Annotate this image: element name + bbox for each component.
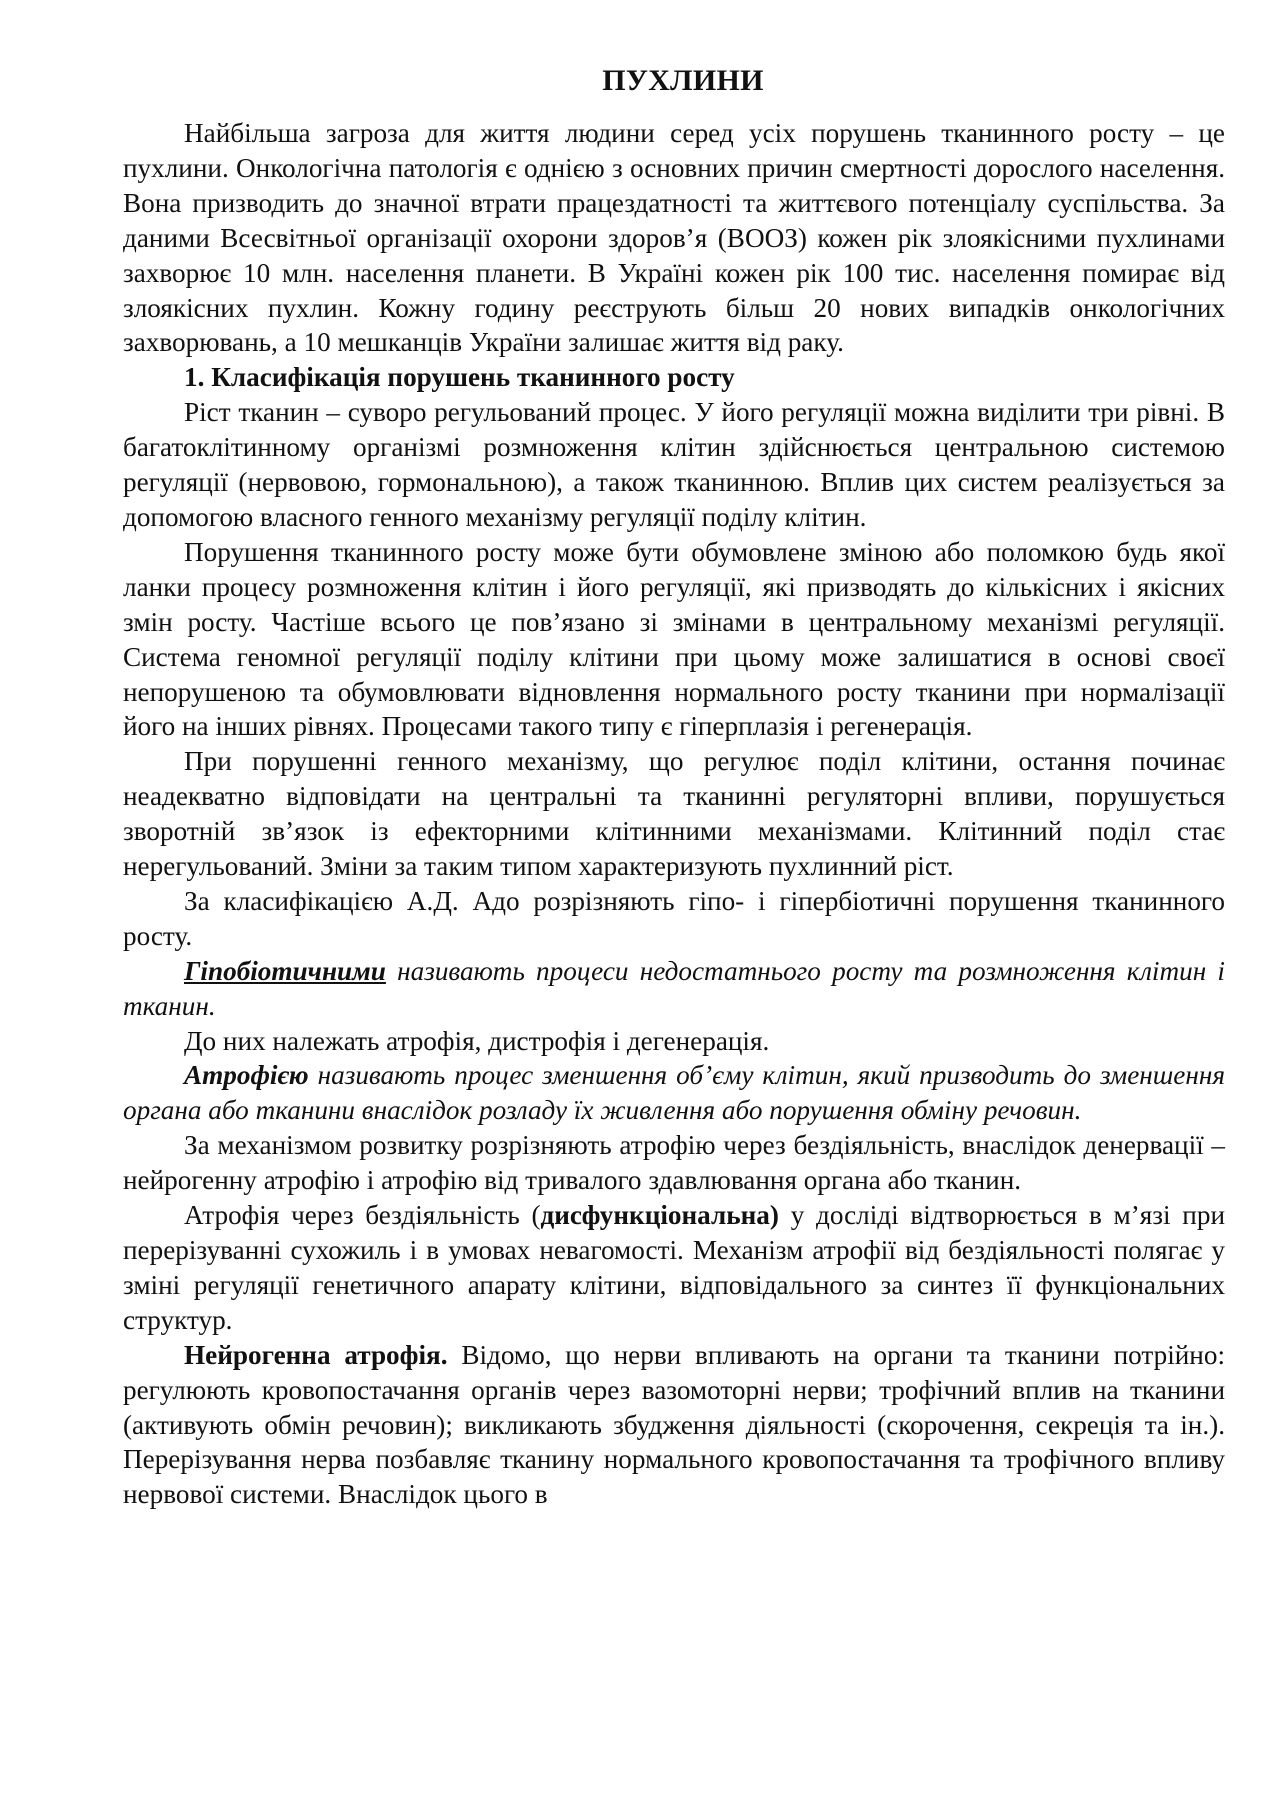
- paragraph-hypobiotic-types: До них належать атрофія, дистрофія і дегенерація.: [184, 1025, 770, 1056]
- dysfunctional-atrophy-text: у досліді відтворюється в м’язі при перерізуванні сухожиль і в умовах невагомості. Механізм атрофії від бездіяльності полягає у зміні регуляції генетичного апарату клітини, відповідального за синтез її функціональних структур.: [123, 1200, 1225, 1335]
- neurogenic-atrophy-text: Відомо, що нерви впливають на органи та тканини потрійно: регулюють кровопостачання органів через вазомоторні нерви; трофічний вплив на тканини (активують обмін речовин); викликають збудження діяльності (скорочення, секреція та ін.). Перерізування нерва позбавляє тканину нормального кровопостачання та трофічного впливу нервової системи. Внаслідок цього в: [123, 1339, 1225, 1510]
- paragraph-dysfunctional-atrophy: [123, 1198, 1225, 1338]
- paragraph-gene-mechanism: При порушенні генного механізму, що регулює поділ клітини, остання починає неадекватно відповідати на центральні та тканинні регуляторні впливи, порушується зворотній зв’язок із ефекторними клітинними механізмами. Клітинний поділ стає нерегульований. Зміни за таким типом характеризують пухлинний ріст.: [123, 746, 1225, 882]
- paragraph-atrophy-mechanisms: За механізмом розвитку розрізняють атрофію через бездіяльність, внаслідок денервації – нейрогенну атрофію і атрофію від тривалого здавлювання органа або тканин.: [123, 1130, 1225, 1196]
- paragraph-growth-disorders: Порушення тканинного росту може бути обумовлене зміною або поломкою будь якої ланки процесу розмноження клітин і його регуляції, які призводять до кількісних і якісних змін росту. Частіше всього це пов’язано зі змінами в центральному механізмі регуляції. Система геномної регуляції поділу клітини при цьому може залишатися в основі своєї непорушеною та обумовлювати відновлення нормального росту тканини при нормалізації його на інших рівнях. Процесами такого типу є гіперплазія і регенерація.: [123, 536, 1225, 742]
- term-neurogenic-atrophy: Нейрогенна атрофія.: [184, 1339, 448, 1370]
- page-title: ПУХЛИНИ: [602, 64, 764, 97]
- document-body: [123, 58, 1225, 1512]
- paragraph-tissue-growth: Ріст тканин – суворо регульований процес. У його регуляції можна виділити три рівні. В багатоклітинному організмі розмноження клітин здійснюється центральною системою регуляції (нервовою, гормональною), а також тканинною. Вплив цих систем реалізується за допомогою власного генного механізму регуляції поділу клітин.: [123, 397, 1225, 532]
- term-atrophy: Атрофією: [184, 1060, 309, 1091]
- paragraph-intro: Найбільша загроза для життя людини серед усіх порушень тканинного росту – це пухлини. Онкологічна патологія є однією з основних причин смертності дорослого населення. Вона призводить до значної втрати працездатності та життєвого потенціалу суспільства. За даними Всесвітньої організації охорони здоров’я (ВООЗ) кожен рік злоякісними пухлинами захворює 10 млн. населення планети. В Україні кожен рік 100 тис. населення помирає від злоякісних пухлин. Кожну годину реєструють більш 20 нових випадків онкологічних захворювань, а 10 мешканців України залишає життя від раку.: [123, 118, 1225, 358]
- dysfunctional-atrophy-intro: Атрофія через бездіяльність (: [184, 1200, 541, 1231]
- term-hypobiotic: Гіпобіотичними: [184, 955, 386, 986]
- hypobiotic-definition-text: називають процеси недостатнього росту та розмноження клітин і тканин.: [123, 955, 1225, 1021]
- term-dysfunctional: дисфункціональна): [540, 1200, 779, 1231]
- section-heading-classification: 1. Класифікація порушень тканинного росту: [184, 362, 735, 393]
- atrophy-definition-text: називають процес зменшення об’єму клітин, який призводить до зменшення органа або тканини внаслідок розладу їх живлення або порушення обміну речовин.: [123, 1060, 1225, 1126]
- paragraph-ado-classification: За класифікацією А.Д. Адо розрізняють гіпо- і гіпербіотичні порушення тканинного росту.: [123, 885, 1225, 951]
- paragraph-atrophy-definition: [123, 1058, 1225, 1128]
- paragraph-hypobiotic-definition: [123, 954, 1225, 1024]
- paragraph-neurogenic-atrophy: [123, 1338, 1225, 1513]
